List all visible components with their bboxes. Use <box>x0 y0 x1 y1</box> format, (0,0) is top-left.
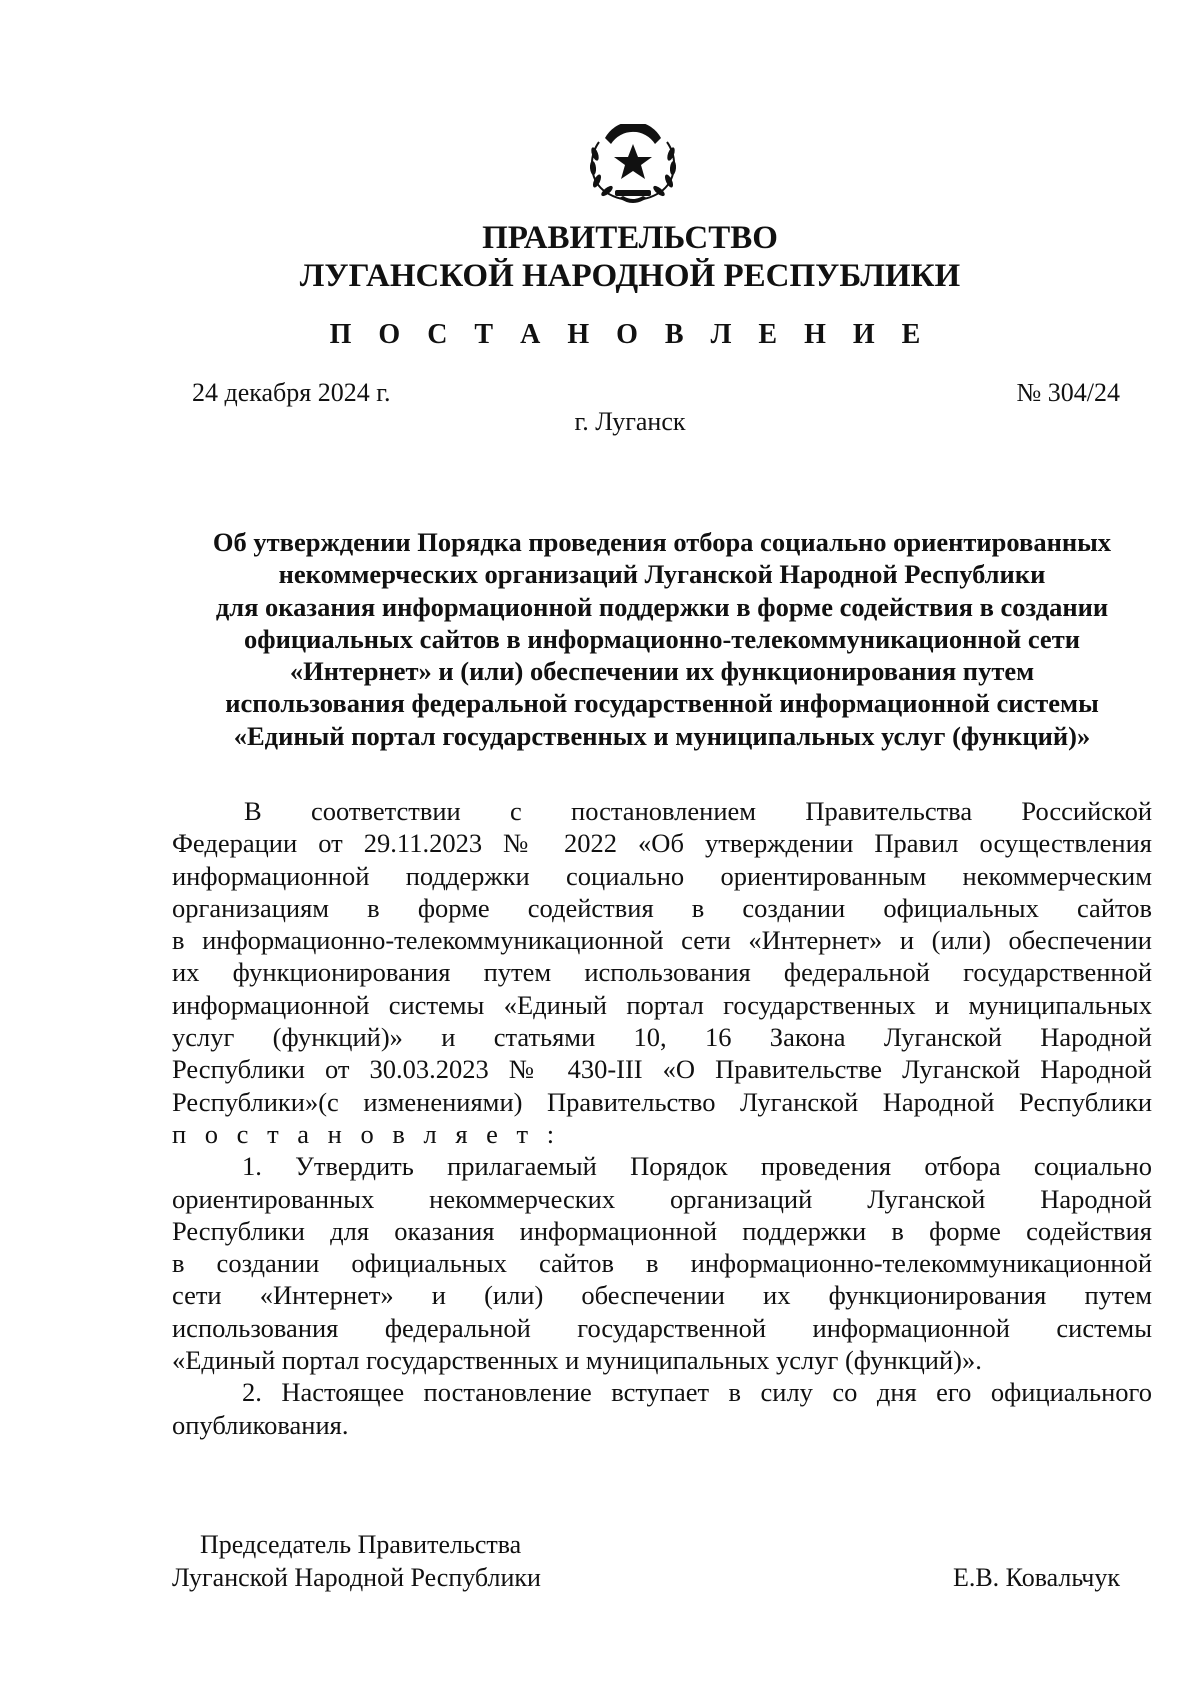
item-1-line: в создании официальных сайтов в информационно-телекоммуникационной <box>172 1248 1152 1279</box>
subject-line: Об утверждении Порядка проведения отбора социально ориентированных <box>212 527 1112 557</box>
signatory-position-line-2: Луганской Народной Республики <box>172 1563 541 1592</box>
preamble-line: организациям в форме содействия в создании официальных сайтов <box>172 892 1152 923</box>
document-city: г. Луганск <box>574 407 686 436</box>
preamble-line: услуг (функций)» и статьями 10, 16 Закона Луганской Народной <box>172 1022 1152 1053</box>
item-1-line: ориентированных некоммерческих организаций Луганской Народной <box>172 1183 1152 1214</box>
document-type: П О С Т А Н О В Л Е Н И Е <box>329 319 931 350</box>
subject-line: «Единый портал государственных и муниципальных услуг (функций)» <box>233 720 1091 751</box>
preamble-line: в информационно-телекоммуникационной сети «Интернет» и (или) обеспечении <box>172 925 1152 956</box>
item-1-line: использования федеральной государственной информационной системы <box>172 1312 1152 1343</box>
item-1-line: Республики для оказания информационной поддержки в форме содействия <box>172 1215 1152 1246</box>
subject-line: для оказания информационной поддержки в форме содействия в создании <box>215 591 1109 622</box>
signatory-position-line-1: Председатель Правительства <box>200 1530 522 1559</box>
subject-line: некоммерческих организаций Луганской Народной Республики <box>278 559 1046 590</box>
decrees-word: п о с т а н о в л я е т : <box>172 1118 561 1149</box>
preamble-line: Республики от 30.03.2023 № 430-III «О Правительстве Луганской Народной <box>172 1054 1152 1085</box>
item-2-line: 2. Настоящее постановление вступает в силу со дня его официального <box>242 1377 1152 1408</box>
subject-line: официальных сайтов в информационно-телекоммуникационной сети <box>244 623 1080 654</box>
government-title-line-2: ЛУГАНСКОЙ НАРОДНОЙ РЕСПУБЛИКИ <box>299 258 961 294</box>
document-date: 24 декабря 2024 г. <box>192 378 391 407</box>
subject-line: использования федеральной государственной информационной системы <box>225 688 1099 719</box>
document-subject <box>172 526 1152 752</box>
preamble-line: Республики»(с изменениями) Правительство Луганской Народной Республики <box>172 1086 1152 1117</box>
document-body <box>172 795 1152 1441</box>
preamble-line: В соответствии с постановлением Правительства Российской <box>244 796 1152 826</box>
item-1-line: 1. Утвердить прилагаемый Порядок проведения отбора социально <box>242 1151 1152 1182</box>
subject-line: «Интернет» и (или) обеспечении их функционирования путем <box>289 656 1035 687</box>
signatory-name: Е.В. Ковальчук <box>952 1563 1120 1592</box>
signatory-position <box>172 1528 541 1594</box>
document-number: № 304/24 <box>1016 378 1120 407</box>
preamble-line: Федерации от 29.11.2023 № 2022 «Об утверждении Правил осуществления <box>172 828 1152 859</box>
preamble-line: их функционирования путем использования федеральной государственной <box>172 957 1152 988</box>
lpr-coat-of-arms-icon <box>585 124 681 208</box>
government-title-line-1: ПРАВИТЕЛЬСТВО <box>482 220 778 256</box>
preamble-line: информационной системы «Единый портал государственных и муниципальных <box>172 989 1152 1020</box>
item-1-line: сети «Интернет» и (или) обеспечении их функционирования путем <box>172 1280 1152 1311</box>
item-2-line: опубликования. <box>172 1409 349 1440</box>
item-1-line: «Единый портал государственных и муниципальных услуг (функций)». <box>172 1345 982 1376</box>
preamble-line: информационной поддержки социально ориентированным некоммерческим <box>172 860 1152 891</box>
